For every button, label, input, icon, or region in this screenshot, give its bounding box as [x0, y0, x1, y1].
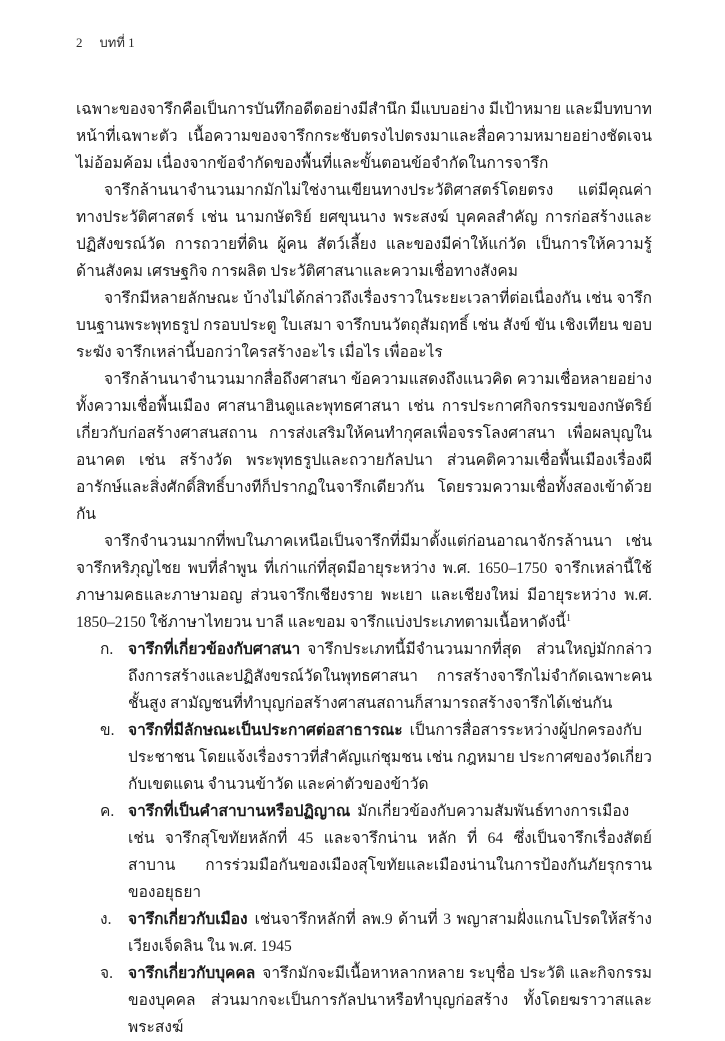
footnote-marker: 1 [566, 612, 572, 624]
page-header [76, 34, 652, 52]
list-item-body [128, 798, 652, 906]
chapter-label: บทที่ 1 [99, 35, 135, 50]
list-item-text: จารึกมักจะมีเนื้อหาหลากหลาย ระบุชื่อ ประวัติ และกิจกรรมของบุคคล ส่วนมากจะเป็นการกัลปนาหรือทำบุญก่อสร้าง ทั้งโดยฆราวาสและพระสงฆ์ [128, 965, 652, 1036]
list-item-body [128, 960, 652, 1041]
list-item-marker: ค. [100, 803, 115, 820]
list-item-heading: จารึกที่เป็นคำสาบานหรือปฏิญาณ [128, 803, 351, 820]
list-item-marker: ข. [100, 722, 115, 739]
list-item-text: เช่นจารึกหลักที่ ลพ.9 ด้านที่ 3 พญาสามฝั่งแกนโปรดให้สร้างเวียงเจ็ดลิน ใน พ.ศ. 1945 [128, 911, 652, 955]
list-item [76, 906, 652, 960]
list-item-body [128, 717, 652, 798]
list-item-heading: จารึกเกี่ยวกับบุคคล [128, 965, 256, 982]
list-item-marker: ก. [100, 641, 114, 658]
list-item [76, 636, 652, 717]
paragraph-4: จารึกล้านนาจำนวนมากสื่อถึงศาสนา ข้อความแสดงถึงแนวคิด ความเชื่อหลายอย่างทั้งความเชื่อพื้นเมือง ศาสนาฮินดูและพุทธศาสนา เช่น การประกาศกิจกรรมของกษัตริย์เกี่ยวกับก่อสร้างศาสนสถาน การส่งเสริมให้คนทำกุศลเพื่อจรรโลงศาสนา เพื่อผลบุญในอนาคต เช่น สร้างวัด พระพุทธรูปและถวายกัลปนา ส่วนคติความเชื่อพื้นเมืองเรื่องผีอารักษ์และสิ่งศักดิ์สิทธิ์บางทีก็ปรากฏในจารึกเดียวกัน โดยรวมความเชื่อทั้งสองเข้าด้วยกัน [76, 371, 652, 523]
list-item-marker: ง. [100, 911, 112, 928]
list-item [76, 960, 652, 1041]
list-item-text: เป็นการสื่อสารระหว่างผู้ปกครองกับประชาชน โดยแจ้งเรื่องราวที่สำคัญแก่ชุมชน เช่น กฎหมาย ประกาศของวัดเกี่ยวกับเขตแดน จำนวนข้าวัด และค่าตัวของข้าวัด [128, 722, 652, 793]
list-item-heading: จารึกที่เกี่ยวข้องกับศาสนา [128, 641, 301, 658]
paragraph-5-text: จารึกจำนวนมากที่พบในภาคเหนือเป็นจารึกที่มีมาตั้งแต่ก่อนอาณาจักรล้านนา เช่น จารึกหริภุญไชย พบที่ลำพูน ที่เก่าแก่ที่สุดมีอายุระหว่าง พ.ศ. 1650–1750 จารึกเหล่านี้ใช้ภาษามคธและภาษามอญ ส่วนจารึกเชียงราย พะเยา และเชียงใหม่ มีอายุระหว่าง พ.ศ. 1850–2150 ใช้ภาษาไทยวน บาลี และขอม จารึกแบ่งประเภทตามเนื้อหาดังนี้ [76, 533, 652, 631]
page-body [76, 96, 652, 1041]
paragraph-3: จารึกมีหลายลักษณะ บ้างไม่ได้กล่าวถึงเรื่องราวในระยะเวลาที่ต่อเนื่องกัน เช่น จารึกบนฐานพระพุทธรูป กรอบประตู ใบเสมา จารึกบนวัตถุสัมฤทธิ์ เช่น สังข์ ขัน เชิงเทียน ขอบระฆัง จารึกเหล่านี้บอกว่าใครสร้างอะไร เมื่อไร เพื่ออะไร [76, 290, 652, 361]
page-number: 2 [76, 35, 83, 50]
list-item-heading: จารึกเกี่ยวกับเมือง [128, 911, 248, 928]
list-item [76, 798, 652, 906]
paragraph-5 [76, 528, 652, 636]
paragraph-1: เฉพาะของจารึกคือเป็นการบันทึกอดีตอย่างมีสำนึก มีแบบอย่าง มีเป้าหมาย และมีบทบาทหน้าที่เฉพาะตัว เนื้อความของจารึกกระชับตรงไปตรงมาและสื่อความหมายอย่างชัดเจน ไม่อ้อมค้อม เนื่องจากข้อจำกัดของพื้นที่และขั้นตอนข้อจำกัดในการจารึก [76, 101, 652, 172]
paragraph-2: จารึกล้านนาจำนวนมากมักไม่ใช่งานเขียนทางประวัติศาสตร์โดยตรง แต่มีคุณค่าทางประวัติศาสตร์ เช่น นามกษัตริย์ ยศขุนนาง พระสงฆ์ บุคคลสำคัญ การก่อสร้างและปฏิสังขรณ์วัด การถวายที่ดิน ผู้คน สัตว์เลี้ยง และของมีค่าให้แก่วัด เป็นการให้ความรู้ด้านสังคม เศรษฐกิจ การผลิต ประวัติศาสนาและความเชื่อทางสังคม [76, 182, 652, 280]
list-item [76, 717, 652, 798]
list-item-text: มักเกี่ยวข้องกับความสัมพันธ์ทางการเมือง เช่น จารึกสุโขทัยหลักที่ 45 และจารึกน่าน หลัก ที่ 64 ซึ่งเป็นจารึกเรื่องสัตย์สาบาน การร่วมมือกันของเมืองสุโขทัยและเมืองน่านในการป้องกันภัยรุกรานของอยุธยา [128, 803, 652, 901]
inscription-type-list [76, 636, 652, 1041]
list-item-text: จารึกประเภทนี้มีจำนวนมากที่สุด ส่วนใหญ่มักกล่าวถึงการสร้างและปฏิสังขรณ์วัดในพุทธศาสนา การสร้างจารึกไม่จำกัดเฉพาะคนชั้นสูง สามัญชนที่ทำบุญก่อสร้างศาสนสถานก็สามารถสร้างจารึกได้เช่นกัน [128, 641, 652, 712]
list-item-body [128, 636, 652, 717]
list-item-body [128, 906, 652, 960]
list-item-marker: จ. [100, 965, 113, 982]
list-item-heading: จารึกที่มีลักษณะเป็นประกาศต่อสาธารณะ [128, 722, 403, 739]
